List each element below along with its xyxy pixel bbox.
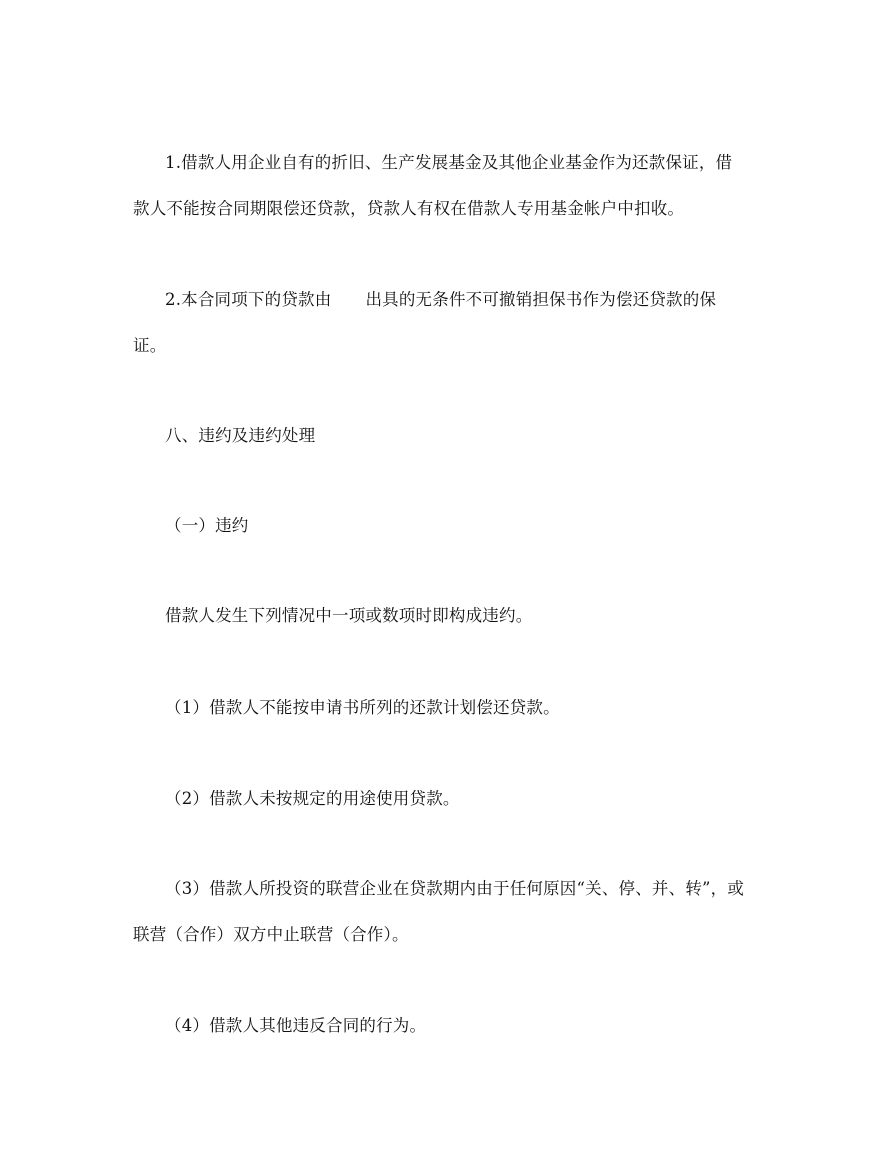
para1-line2: 款人不能按合同期限偿还贷款，贷款人有权在借款人专用基金帐户中扣收。 xyxy=(133,199,685,218)
subsection-heading: （一）违约 xyxy=(165,516,249,535)
list-item-4: （4）借款人其他违反合同的行为。 xyxy=(165,1016,427,1035)
para2-line1-part-a: 2.本合同项下的贷款由 xyxy=(165,290,332,309)
section-heading: 八、违约及违约处理 xyxy=(165,426,316,445)
intro-text: 借款人发生下列情况中一项或数项时即构成违约。 xyxy=(165,606,533,625)
para2-line1 xyxy=(165,289,716,311)
list-item-3-line1: （3）借款人所投资的联营企业在贷款期内由于任何原因“关、停、并、转”，或 xyxy=(165,879,745,898)
list-item-2: （2）借款人未按规定的用途使用贷款。 xyxy=(165,789,460,808)
para1-line1: 1.借款人用企业自有的折旧、生产发展基金及其他企业基金作为还款保证，借 xyxy=(165,153,733,172)
para2-line2: 证。 xyxy=(133,336,167,355)
para2-line1-part-b: 出具的无条件不可撤销担保书作为偿还贷款的保 xyxy=(365,290,717,309)
list-item-1: （1）借款人不能按申请书所列的还款计划偿还贷款。 xyxy=(165,698,560,717)
list-item-3-line2: 联营（合作）双方中止联营（合作）。 xyxy=(133,925,409,944)
